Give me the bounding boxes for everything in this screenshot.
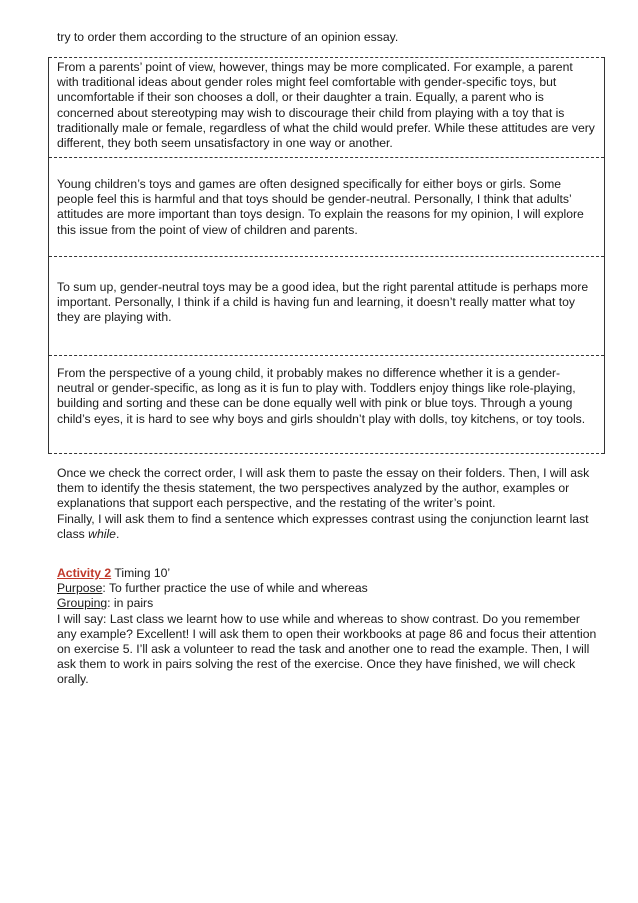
conjunction-while: while (88, 526, 116, 541)
grouping-label: Grouping (57, 596, 108, 611)
follow-up-paragraph-1: Once we check the correct order, I will ask them to paste the essay on their folders. Then, I will ask them to identify the thesis statement, the two perspectives analyzed by the author, examples or explanations that support each perspective, and the restating of the writer’s point. (57, 466, 590, 511)
activity-2-body: I will say: Last class we learnt how to use while and whereas to show contrast. Do you remember any example? Excellent! I will ask them to open their workbooks at page 86 and focus their attention on exercise 5. I’ll ask a volunteer to read the task and another one to read the example. Then, I will ask them to work in pairs solving the rest of the exercise. Once they have finished, we will check orally. (57, 611, 597, 687)
follow-up-text: Finally, I will ask them to find a sentence which expresses contrast using the conjunction learnt last class (57, 511, 589, 541)
activity-2-timing: Timing 10’ (111, 566, 171, 580)
intro-line: try to order them according to the structure of an opinion essay. (57, 30, 399, 44)
essay-box-2: Young children’s toys and games are often designed specifically for either boys or girls. Some people feel this is harmful and that toys should be gender-neutral. Personally, I think that adults’ attitudes are more important than toys design. To explain the reasons for my opinion, I will explore this issue from the point of view of children and parents. (49, 157, 604, 256)
essay-paragraph-boxes (48, 57, 605, 454)
follow-up-end: . (115, 526, 120, 541)
activity-2-grouping (57, 596, 602, 611)
essay-box-1: From a parents’ point of view, however, things may be more complicated. For example, a parent with traditional ideas about gender roles might feel comfortable with gender-specific toys, but uncomfortable if their son chooses a doll, or their daughter a train. Equally, a parent who is concerned about stereotyping may wish to discourage their child from playing with a toy that is traditionally male or female, regardless of what the child would prefer. While these attitudes are very different, they both seem unsatisfactory in one way or another. (49, 57, 604, 157)
essay-box-3: To sum up, gender-neutral toys may be a good idea, but the right parental attitude is perhaps more important. Personally, I think if a child is having fun and learning, it doesn’t really matter what toy they are playing with. (49, 256, 604, 355)
activity-2-section (57, 566, 602, 688)
purpose-label: Purpose (57, 581, 103, 596)
follow-up-instructions (57, 466, 602, 542)
activity-2-purpose (57, 581, 602, 596)
activity-2-title: Activity 2 (57, 566, 112, 580)
activity-2-heading (57, 566, 602, 581)
purpose-text: : To further practice the use of while and whereas (102, 581, 368, 596)
essay-box-4: From the perspective of a young child, it probably makes no difference whether it is a gender-neutral or gender-specific, as long as it is fun to play with. Toddlers enjoy things like role-playing, building and sorting and these can be done equally well with pink or blue toys. Through a young child’s eyes, it is hard to see why boys and girls shouldn’t play with dolls, toy kitchens, or toy tools. (49, 355, 604, 454)
follow-up-paragraph-2 (57, 512, 602, 542)
grouping-text: : in pairs (107, 596, 154, 611)
